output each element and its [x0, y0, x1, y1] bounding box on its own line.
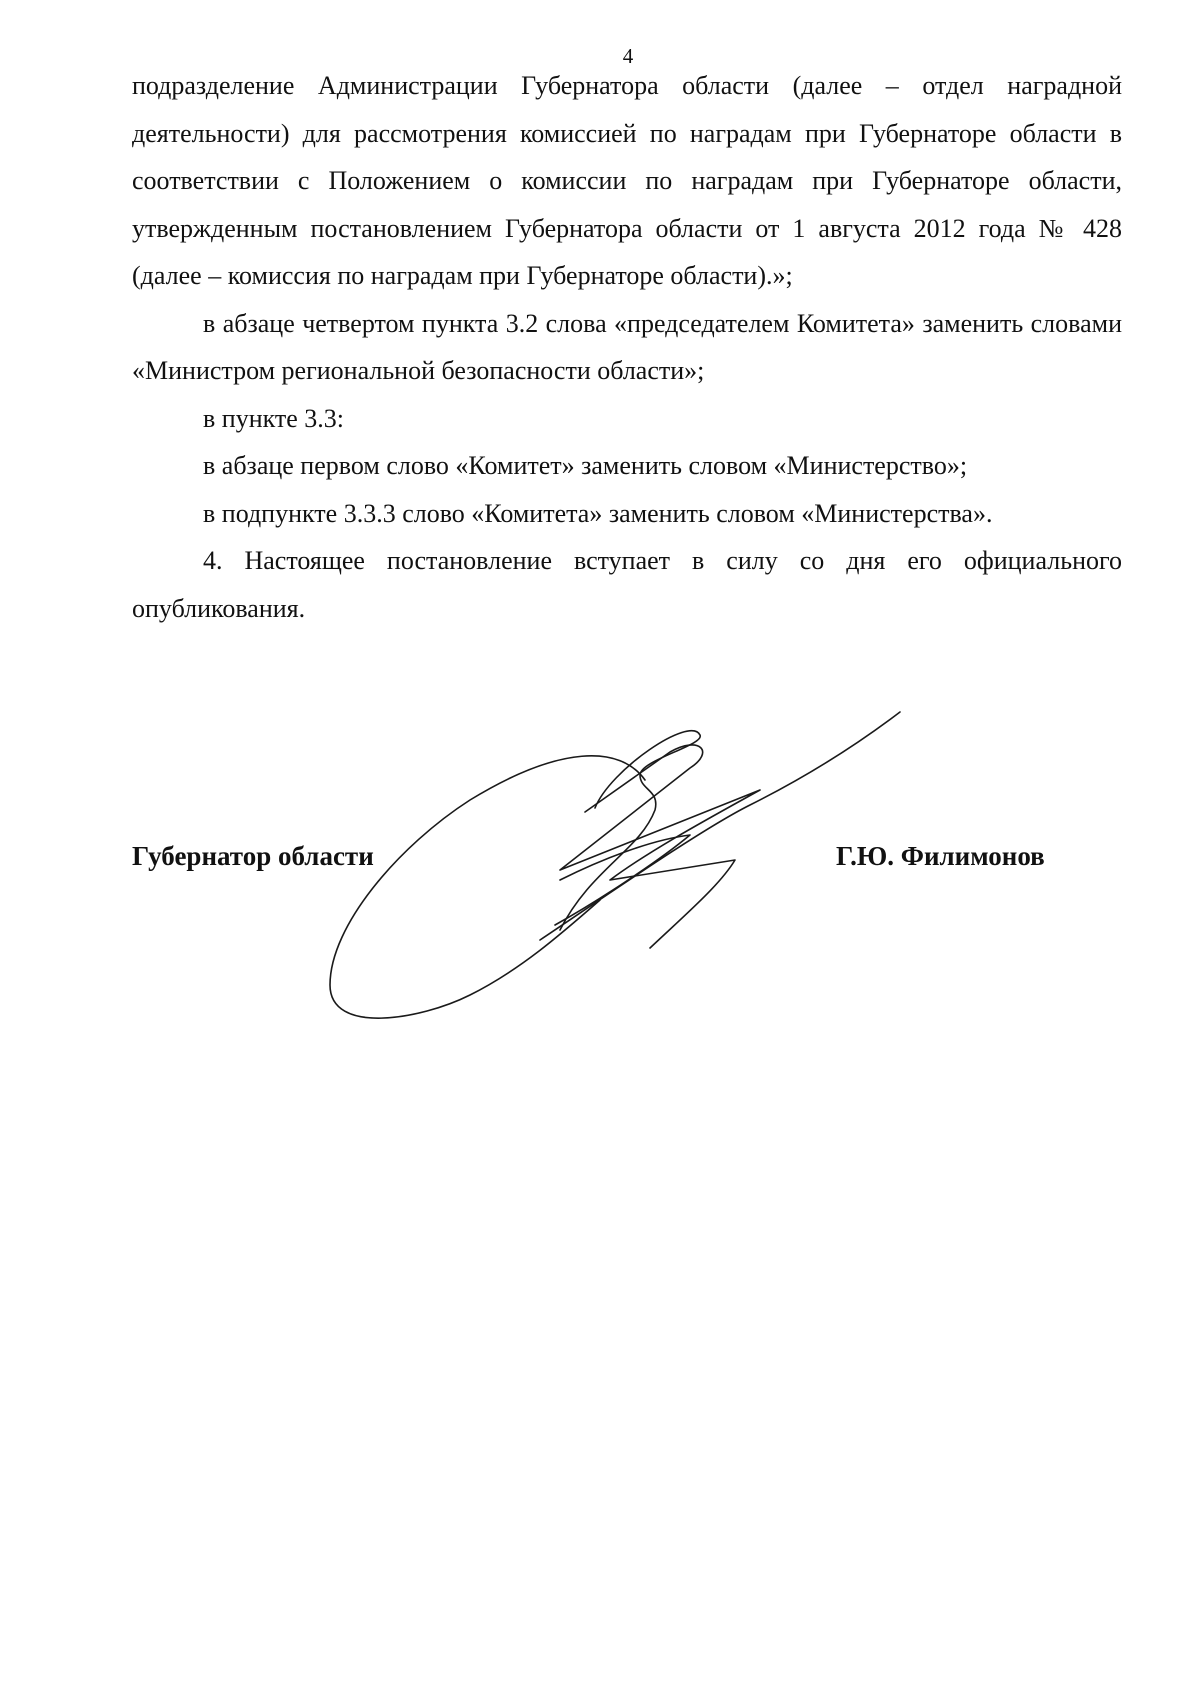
paragraph-amendment-first-abzac: в абзаце первом слово «Комитет» заменить словом «Министерство»;	[203, 451, 968, 480]
paragraph-point-3-3: в пункте 3.3:	[203, 403, 345, 433]
paragraph-amendment-3-3-3: в подпункте 3.3.3 слово «Комитета» заменить словом «Министерства».	[203, 498, 993, 528]
signature-loop-stroke	[330, 756, 645, 1018]
page-number: 4	[622, 44, 634, 68]
signatory-name: Г.Ю. Филимонов	[836, 841, 1045, 871]
signature-long-stroke	[540, 712, 900, 940]
paragraph-amendment-3-2: в абзаце четвертом пункта 3.2 слова «председателем Комитета» заменить словами «Министром региональной безопасности области»;	[132, 308, 1122, 385]
signatory-position: Губернатор области	[132, 841, 374, 871]
document-body	[132, 62, 1122, 632]
signature-block	[132, 836, 1122, 876]
paragraph-continuation: подразделение Администрации Губернатора области (далее – отдел наградной деятельности) для рассмотрения комиссией по наградам при Губернаторе области в соответствии с Положением о комиссии по наградам при Губернаторе области, утвержденным постановлением Губернатора области от 1 августа 2012 года № 428 (далее – комиссия по наградам при Губернаторе области).»;	[132, 71, 1122, 290]
paragraph-entry-into-force: 4. Настоящее постановление вступает в силу со дня его официального опубликования.	[132, 546, 1122, 623]
signature-upper-loop-stroke	[560, 731, 700, 930]
